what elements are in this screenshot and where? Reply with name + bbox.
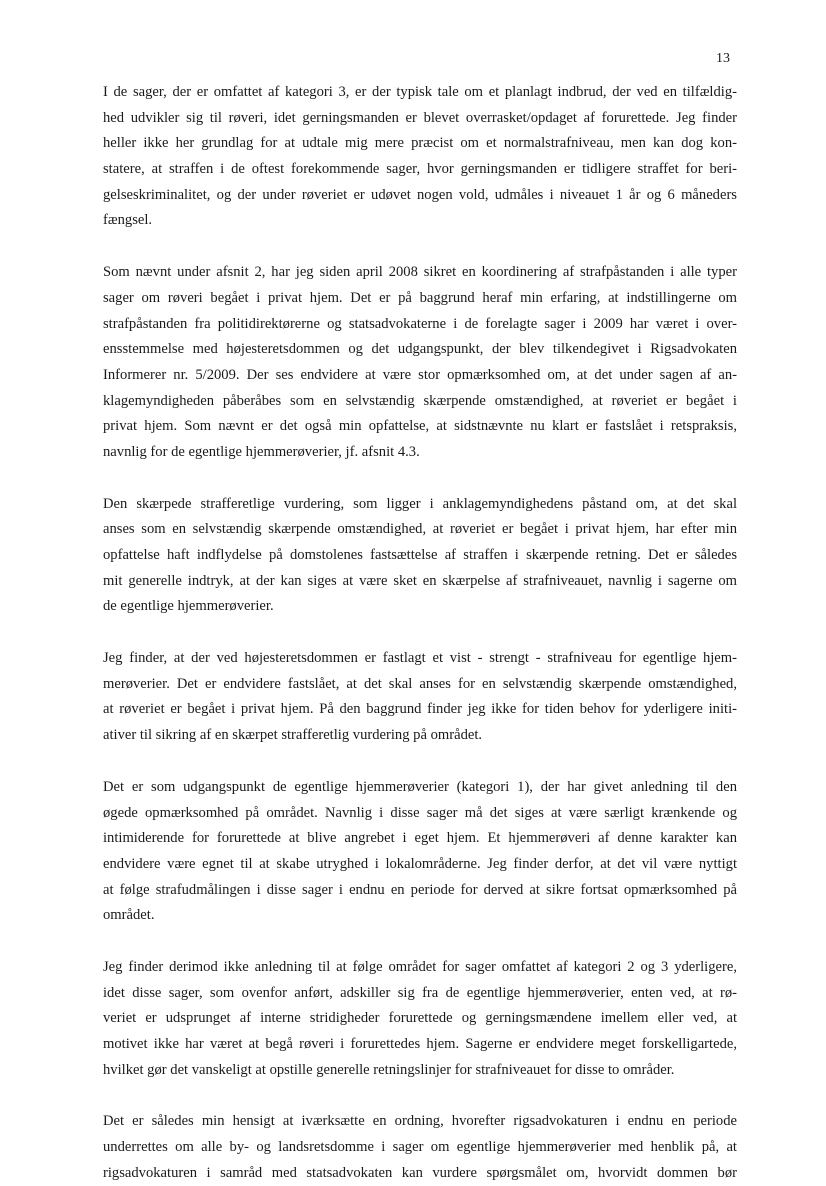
text-line: fængsel. — [103, 212, 153, 229]
paragraph-gap — [103, 749, 737, 775]
text-line: Jeg finder, at der ved højesteretsdommen er fastlagt et vist - strengt - strafniveau for egentlige hjem- — [103, 650, 737, 667]
text-line: mit generelle indtryk, at der kan siges at være sket en skærpelse af strafniveauet, navnlig i sagerne om — [103, 572, 737, 589]
text-line: motivet ikke har været at begå røveri i forurettedes hjem. Sagerne er endvidere meget forskelligartede, — [103, 1036, 737, 1052]
text-line: veriet er udsprunget af interne stridigheder forurettede og gerningsmændene imellem eller ved, at — [103, 1010, 737, 1027]
text-line: sager om røveri begået i privat hjem. Det er på baggrund heraf min erfaring, at indstillingerne om — [103, 289, 737, 306]
text-line: anses som en selvstændig skærpende omstændighed, at røveriet er begået i privat hjem, har efter min — [103, 521, 737, 538]
text-line: strafpåstanden fra politidirektørerne og statsadvokaterne i de forelagte sager i 2009 har været i over- — [103, 315, 737, 332]
paragraph — [103, 260, 737, 466]
text-line: ativer til sikring af en skærpet strafferetlig vurdering på området. — [103, 727, 483, 744]
text-line: privat hjem. Som nævnt er det også min opfattelse, at sidstnævnte nu klart er fastslået i retspraksis, — [103, 418, 737, 435]
text-line: intimiderende for forurettede at blive angrebet i eget hjem. Et hjemmerøveri af denne karakter kan — [103, 830, 737, 847]
text-line: hed udvikler sig til røveri, idet gerningsmanden er blevet overrasket/opdaget af forurettede. Jeg finder — [103, 109, 737, 126]
text-line: Jeg finder derimod ikke anledning til at følge området for sager omfattet af kategori 2 og 3 yderligere, — [103, 958, 737, 975]
text-line: området. — [103, 907, 155, 924]
paragraph — [103, 646, 737, 749]
text-line: gelseskriminalitet, og der under røveriet er udøvet nogen vold, udmåles i niveauet 1 år og 6 måneders — [103, 186, 737, 203]
text-line: opfattelse haft indflydelse på domstolenes fastsættelse af straffen i skærpende retning. Det er således — [103, 547, 737, 563]
text-line: idet disse sager, som ovenfor anført, adskiller sig fra de egentlige hjemmerøverier, enten ved, at rø- — [103, 984, 737, 1001]
text-line: klagemyndigheden påberåbes som en selvstændig skærpende omstændighed, at røveriet er begået i — [103, 392, 737, 409]
paragraph — [103, 955, 737, 1083]
text-line: hvilket gør det vanskeligt at opstille generelle retningslinjer for strafniveauet for disse to områder. — [103, 1061, 675, 1078]
text-line: Informerer nr. 5/2009. Der ses endvidere at være stor opmærksomhed om, at det under sagen af an- — [103, 366, 737, 383]
text-line: rigsadvokaturen i samråd med statsadvokaten kan vurdere spørgsmålet om, hvorvidt dommen bør — [103, 1164, 737, 1181]
text-line: Som nævnt under afsnit 2, har jeg siden april 2008 sikret en koordinering af strafpåstanden i alle typer — [103, 264, 737, 281]
text-line: Den skærpede strafferetlige vurdering, som ligger i anklagemyndighedens påstand om, at det skal — [103, 495, 737, 512]
page-number: 13 — [716, 51, 730, 66]
text-line: statere, at straffen i de oftest forekommende sager, hvor gerningsmanden er tidligere straffet for beri- — [103, 161, 737, 178]
paragraph-gap — [103, 466, 737, 492]
text-line: Det er således min hensigt at iværksætte en ordning, hvorefter rigsadvokaturen i endnu en periode — [103, 1113, 737, 1130]
text-line: ensstemmelse med højesteretsdommen og det udgangspunkt, der blev tilkendegivet i Rigsadvokaten — [103, 341, 737, 358]
text-line: øgede opmærksomhed på området. Navnlig i disse sager må det siges at være særligt krænkende og — [103, 804, 737, 821]
body-text — [103, 80, 737, 1186]
paragraph-gap — [103, 620, 737, 646]
text-line: endvidere være egnet til at skabe utryghed i lokalområderne. Jeg finder derfor, at det vil være nyttigt — [103, 855, 737, 872]
text-line: merøverier. Det er endvidere fastslået, at det skal anses for en selvstændig skærpende omstændighed, — [103, 675, 737, 692]
paragraph — [103, 492, 737, 620]
paragraph — [103, 1109, 737, 1186]
paragraph — [103, 775, 737, 929]
text-line: de egentlige hjemmerøverier. — [103, 598, 274, 615]
text-line: Det er som udgangspunkt de egentlige hjemmerøverier (kategori 1), der har givet anledning til den — [103, 778, 737, 795]
paragraph — [103, 80, 737, 234]
text-line: at røveriet er begået i privat hjem. På den baggrund finder jeg ikke for tiden behov for yderligere initi- — [103, 701, 737, 718]
text-line: navnlig for de egentlige hjemmerøverier, jf. afsnit 4.3. — [103, 443, 420, 460]
paragraph-gap — [103, 929, 737, 955]
paragraph-gap — [103, 1083, 737, 1109]
text-line: at følge strafudmålingen i disse sager i endnu en periode for derved at sikre fortsat opmærksomhed på — [103, 881, 737, 898]
text-line: heller ikke her grundlag for at udtale mig mere præcist om et normalstrafniveau, men kan dog kon- — [103, 135, 737, 152]
text-line: I de sager, der er omfattet af kategori 3, er der typisk tale om et planlagt indbrud, der ved en tilfældig- — [103, 84, 737, 100]
paragraph-gap — [103, 234, 737, 260]
text-line: underrettes om alle by- og landsretsdomme i sager om egentlige hjemmerøverier med henblik på, at — [103, 1139, 737, 1156]
